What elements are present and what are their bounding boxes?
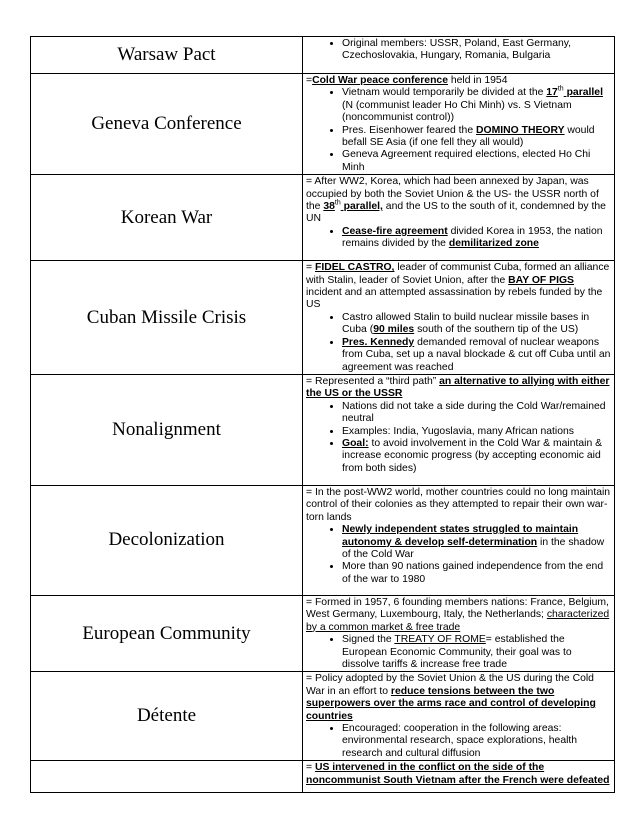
bullet-list — [306, 87, 611, 174]
emphasis-text: an alternative to allying with either the US or the USSR — [306, 375, 610, 400]
text-run: = In the post-WW2 world, mother countries could no long maintain control of their colonies as they attempted to repair their own war-torn lands — [306, 486, 611, 523]
table-row — [31, 74, 615, 175]
term-cell: Cuban Missile Crisis — [31, 261, 303, 375]
bullet-list — [306, 524, 611, 586]
emphasis-text: BAY OF PIGS — [508, 274, 574, 286]
emphasis-text: characterized by a common market & free trade — [306, 609, 610, 633]
emphasis-text: parallel, — [340, 201, 383, 213]
text-run: Vietnam would temporarily be divided at the — [342, 87, 547, 99]
bullet-item — [342, 426, 611, 438]
bullet-list — [306, 723, 611, 760]
term-cell: Détente — [31, 672, 303, 761]
bullet-item — [342, 38, 611, 63]
definition-cell — [303, 37, 615, 74]
text-run: south of the southern tip of the US) — [414, 324, 579, 336]
bullet-item — [342, 634, 611, 671]
definition-lead — [306, 597, 611, 634]
bullet-item — [342, 125, 611, 150]
bullet-item — [342, 149, 611, 174]
table-row — [31, 175, 615, 261]
definition-lead — [306, 673, 611, 723]
bullet-list — [306, 38, 611, 63]
text-run: = Formed in 1957, 6 founding members nations: France, Belgium, West Germany, Luxembourg, Italy, the Netherlands; — [306, 596, 609, 621]
definition-cell — [303, 672, 615, 761]
definition-cell — [303, 74, 615, 175]
text-run: would befall SE Asia (if one fell they all would) — [342, 124, 595, 149]
emphasis-text: th — [334, 199, 341, 207]
definition-lead — [306, 176, 611, 226]
emphasis-text: Cease-fire agreement — [342, 225, 448, 237]
table-row — [31, 261, 615, 375]
text-run: Geneva Agreement required elections, elected Ho Chi Minh — [342, 149, 591, 173]
emphasis-text: TREATY OF ROME — [394, 634, 486, 646]
definition-lead — [306, 262, 611, 312]
text-run: Castro allowed Stalin to build nuclear missile bases in Cuba ( — [342, 311, 590, 336]
text-run: incident and an attempted assassination by rebels funded by the US — [306, 287, 603, 311]
definition-cell — [303, 595, 615, 671]
emphasis-text: Pres. Kennedy — [342, 336, 415, 348]
text-run: = — [306, 262, 315, 274]
definition-lead — [306, 762, 611, 787]
emphasis-text: Goal: — [342, 437, 369, 449]
bullet-item — [342, 561, 611, 586]
emphasis-text: reduce tensions between the two superpowers over the arms race and control of developing countries — [306, 685, 596, 722]
text-run: More than 90 nations gained independence from the end of the war to 1980 — [342, 561, 604, 585]
table-row — [31, 374, 615, 485]
bullet-list — [306, 226, 611, 251]
definition-cell — [303, 261, 615, 375]
text-run: Pres. Eisenhower feared the — [342, 124, 476, 136]
text-run: divided Korea in 1953, the nation remains divided by the — [342, 225, 603, 250]
table-row — [31, 37, 615, 74]
definition-lead — [306, 75, 611, 87]
bullet-item — [342, 337, 611, 374]
emphasis-text: 90 miles — [373, 324, 415, 336]
bullet-item — [342, 723, 611, 760]
definition-lead — [306, 376, 611, 401]
text-run: Signed the — [342, 634, 395, 646]
emphasis-text: FIDEL CASTRO, — [314, 262, 395, 274]
definition-cell — [303, 761, 615, 793]
bullet-item — [342, 87, 611, 124]
table-row — [31, 595, 615, 671]
emphasis-text: 17 — [546, 87, 558, 99]
definition-cell — [303, 374, 615, 485]
emphasis-text: parallel — [563, 87, 603, 99]
emphasis-text: DOMINO THEORY — [476, 124, 565, 136]
text-run: to avoid involvement in the Cold War & maintain & increase economic progress (by accepting economic aid from both sides) — [342, 437, 603, 474]
text-run: = Policy adopted by the Soviet Union & the US during the Cold War in an effort to — [306, 673, 594, 697]
emphasis-text: demilitarized zone — [448, 238, 539, 250]
text-run: (N (communist leader Ho Chi Minh) vs. S Vietnam (noncommunist control)) — [342, 99, 572, 124]
emphasis-text: th — [557, 85, 564, 93]
term-cell: Decolonization — [31, 485, 303, 595]
table-body — [31, 37, 615, 793]
text-run: Encouraged: cooperation in the following areas: environmental research, space explorations, health research and cultural diffusion — [342, 722, 578, 759]
table-row — [31, 672, 615, 761]
text-run: held in 1954 — [447, 75, 508, 86]
text-run: Original members: USSR, Poland, East Germany, Czechoslovakia, Hungary, Romania, Bulgaria — [342, 38, 572, 62]
term-cell: Geneva Conference — [31, 74, 303, 175]
table-row — [31, 761, 615, 793]
bullet-item — [342, 312, 611, 337]
text-run: Examples: India, Yugoslavia, many African nations — [342, 425, 574, 437]
emphasis-text: Cold War peace conference — [312, 75, 448, 86]
term-cell — [31, 761, 303, 793]
table-row — [31, 485, 615, 595]
text-run: = After WW2, Korea, which had been annexed by Japan, was occupied by both the Soviet Union & the US- the USSR north of the — [306, 176, 599, 213]
bullet-list — [306, 401, 611, 475]
vocabulary-table — [30, 36, 615, 793]
text-run: = — [306, 762, 315, 774]
term-cell: Korean War — [31, 175, 303, 261]
text-run: Nations did not take a side during the Cold War/remained neutral — [342, 400, 606, 425]
term-cell: Nonalignment — [31, 374, 303, 485]
text-run: in the shadow of the Cold War — [342, 536, 605, 560]
definition-lead — [306, 487, 611, 524]
bullet-list — [306, 312, 611, 374]
bullet-item — [342, 226, 611, 251]
text-run: = established the European Economic Community, their goal was to dissolve tariffs & increase free trade — [342, 634, 572, 670]
bullet-list — [306, 634, 611, 671]
emphasis-text: US intervened in the conflict on the side of the noncommunist South Vietnam after the French were defeated — [306, 762, 610, 786]
text-run: leader of communist Cuba, formed an alliance with Stalin, leader of Soviet Union, after the — [306, 262, 610, 286]
emphasis-text: Newly independent states struggled to maintain autonomy & develop self-determination — [342, 524, 579, 548]
definition-cell — [303, 175, 615, 261]
text-run: = Represented a “third path” — [306, 375, 440, 387]
bullet-item — [342, 401, 611, 426]
emphasis-text: 38 — [323, 201, 335, 213]
bullet-item — [342, 438, 611, 475]
text-run: = — [306, 75, 313, 86]
text-run: and the US to the south of it, condemned by the UN — [306, 201, 606, 225]
definition-cell — [303, 485, 615, 595]
text-run: demanded removal of nuclear weapons from Cuba, set up a naval blockade & cut off Cuba until an agreement was reached — [342, 336, 611, 373]
term-cell: Warsaw Pact — [31, 37, 303, 74]
bullet-item — [342, 524, 611, 561]
term-cell: European Community — [31, 595, 303, 671]
